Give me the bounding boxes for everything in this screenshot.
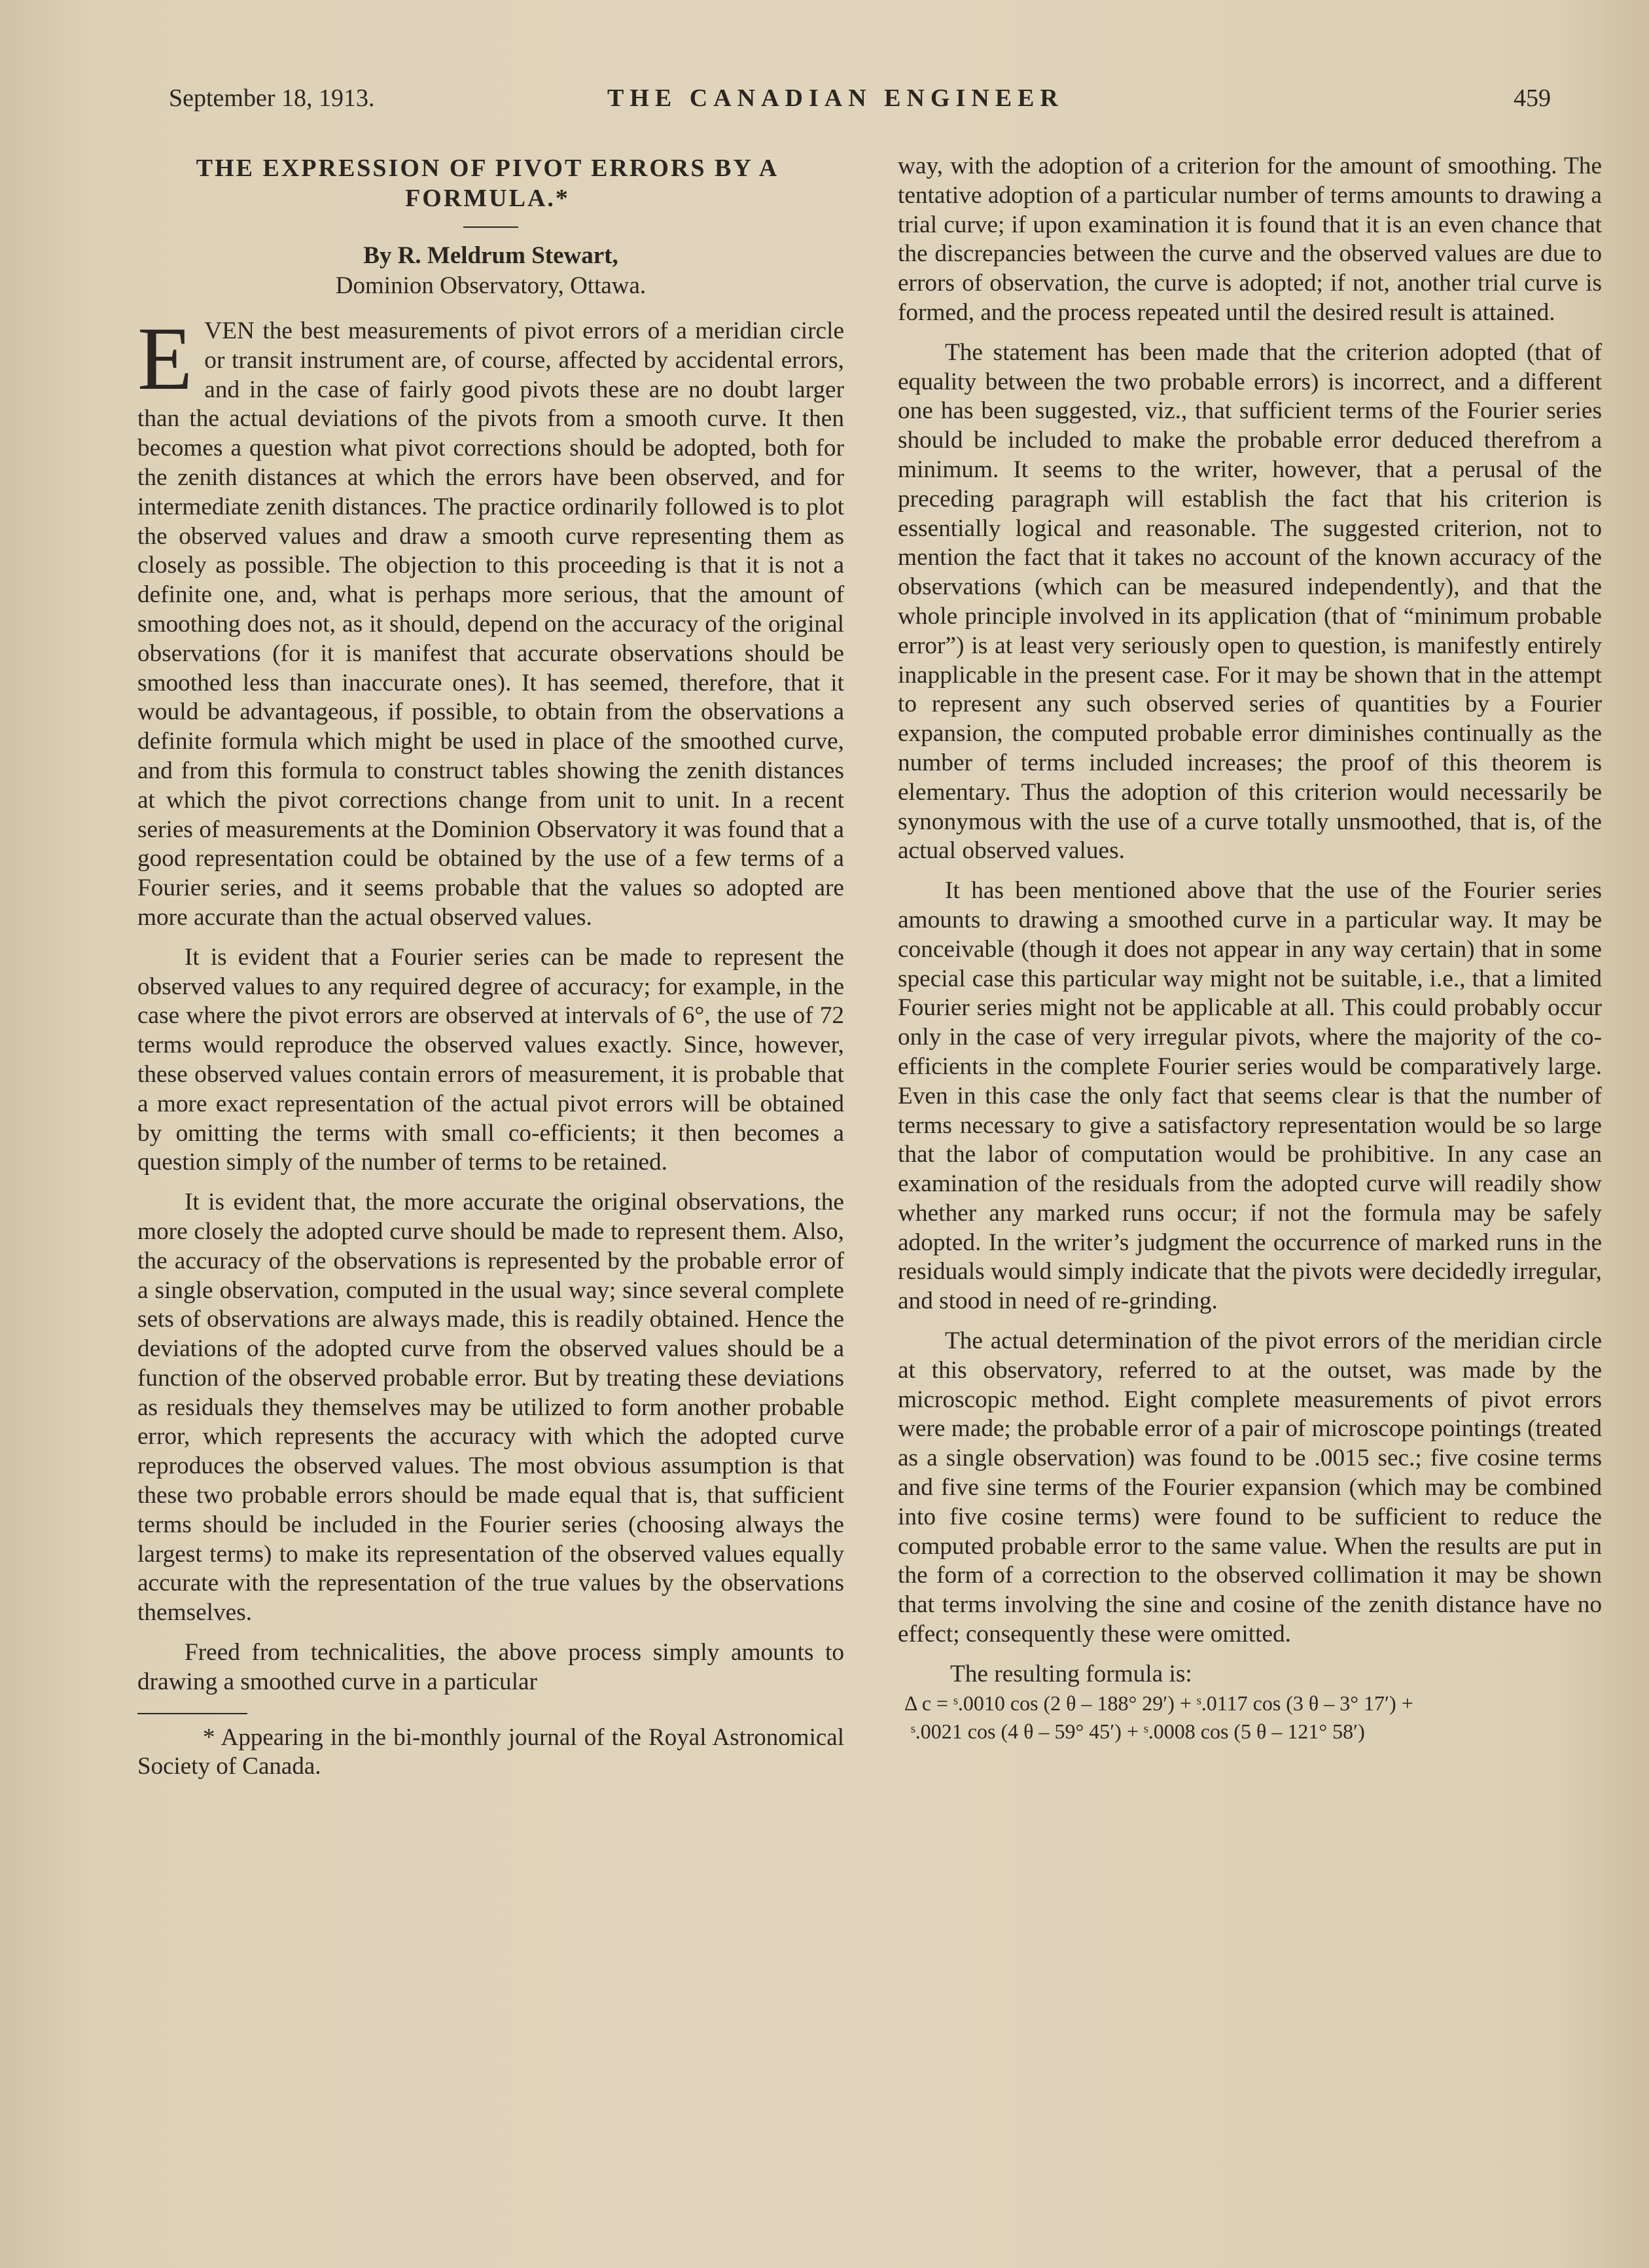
paragraph-2: It is evident that a Fourier series can be made to represent the observed values to any required degree of accuracy; for example, in the case where the pivot errors are observed at intervals of 6°, the use of 72 terms would reproduce the observed values exactly. Since, however, these observed values contain errors of measurement, it is probable that a more exact representation of the actual pivot errors will be obtained by omitting the terms with small co-efficients; it then becomes a question simply of the number of terms to be retained. <box>137 943 844 1176</box>
running-header <box>169 77 1551 117</box>
paragraph-1-text: VEN the best measurements of pivot errors of a meridian circle or transit instrument are, of course, affected by accidental errors, and in the case of fairly good pivots these are no doubt larger than the actual deviations of the pivots from a smooth curve. It then becomes a question what pivot corrections should be adopted, both for the zenith distances at which the errors have been observed, and for intermediate zenith distances. The practice ordinarily followed is to plot the observed values and draw a smooth curve representing them as closely as possible. The objection to this proceeding is that it is not a definite one, and, what is perhaps more serious, that the amount of smoothing does not, as it should, depend on the accuracy of the original observations (for it is manifest that accurate observations should be smoothed less than inaccurate ones). It has seemed, therefore, that it would be advantageous, if possible, to obtain from the observations a definite formula which might be used in place of the smoothed curve, and from this formula to construct tables showing the zenith distances at which the pivot corrections change from unit to unit. In a recent series of measurements at the Dominion Observatory it was found that a good representation could be obtained by the use of a few terms of a Fourier series, and it seems probable that the values so adopted are more accurate than the actual observed values. <box>137 317 844 931</box>
article-title: THE EXPRESSION OF PIVOT ERRORS BY A FORMULA.* <box>196 154 779 212</box>
author-affiliation: Dominion Observatory, Ottawa. <box>335 272 647 299</box>
paragraph-1 <box>137 308 844 933</box>
paragraph-6: It has been mentioned above that the use of the Fourier series amounts to drawing a smoothed curve in a particular way. It may be conceivable (though it does not appear in any way certain) that in some special case this particular way might not be suitable, i.e., that a limited Fourier series might not be applicable at all. This could probably occur only in the case of very irregular pivots, where the majority of the co-efficients in the complete Fourier series would be comparatively large. Even in this case the only fact that seems clear is that the number of terms necessary to give a satisfactory representation would be so large that the labor of computation would be prohibitive. In any case an examination of the residuals from the adopted curve will readily show whether any marked runs occur; if not the formula may be safely adopted. In the writer’s judgment the occurrence of marked runs in the residuals would simply indicate that the pivots were decidedly irregular, and stood in need of re-grinding. <box>898 877 1602 1315</box>
title-rule <box>463 226 518 228</box>
paragraph-4-continued: way, with the adoption of a criterion for the amount of smoothing. The tentative adoption of a particular number of terms amounts to drawing a trial curve; if upon examination it is found that it is an even chance that the discrepancies between the curve and the observed values are due to errors of observation, the curve is adopted; if not, another trial curve is formed, and the process repeated until the desired result is attained. <box>898 153 1602 326</box>
paragraph-4-start: Freed from technicalities, the above process simply amounts to drawing a smoothed curve in a particular <box>137 1639 844 1695</box>
formula-line-1: Δ c = ˢ.0010 cos (2 θ – 188° 29′) + ˢ.0117 cos (3 θ – 3° 17′) + <box>904 1691 1413 1715</box>
formula-intro: The resulting formula is: <box>950 1660 1192 1687</box>
drop-cap: E <box>137 308 193 408</box>
footnote-rule <box>137 1713 247 1714</box>
author-byline: By R. Meldrum Stewart, <box>363 242 618 269</box>
footnote: * Appearing in the bi-monthly journal of the Royal Astronomical Society of Canada. <box>137 1723 844 1780</box>
paragraph-5: The statement has been made that the criterion adopted (that of equality between the two probable errors) is incorrect, and a different one has been suggested, viz., that sufficient terms of the Fourier series should be included to make the probable error deduced therefrom a minimum. It seems to the writer, however, that a perusal of the preceding paragraph will establish the fact that his criterion is essentially logical and reasonable. The suggested criterion, not to mention the fact that it takes no account of the known accuracy of the observations (which can be measured independently), and that the whole principle involved in its application (that of “minimum probable error”) is at least very seriously open to question, is manifestly entirely inapplicable in the present case. For it may be shown that in the attempt to represent any such observed series of quantities by a Fourier expansion, the computed probable error diminishes continually as the number of terms included increases; the proof of this theorem is elementary. Thus the adoption of this criterion would necessarily be synonymous with the use of a curve totally unsmoothed, that is, of the actual observed values. <box>898 338 1602 865</box>
paragraph-7: The actual determination of the pivot errors of the meridian circle at this observatory, referred to at the outset, was made by the microscopic method. Eight complete measurements of pivot errors were made; the probable error of a pair of microscope pointings (treated as a single observation) was found to be .0015 sec.; five cosine terms and five sine terms of the Fourier expansion (which may be combined into five cosine terms) were found to be sufficient to reduce the computed probable error to the same value. When the results are put in the form of a correction to the observed collimation it may be shown that terms involving the sine and cosine of the zenith distance have no effect; consequently these were omitted. <box>898 1327 1602 1648</box>
right-column <box>898 152 1602 1746</box>
page-number: 459 <box>1514 84 1551 112</box>
issue-date: September 18, 1913. <box>169 84 375 112</box>
left-column <box>137 152 844 1781</box>
journal-name: THE CANADIAN ENGINEER <box>607 84 1064 112</box>
formula-line-2: ˢ.0021 cos (4 θ – 59° 45′) + ˢ.0008 cos (5 θ – 121° 58′) <box>911 1719 1365 1743</box>
paragraph-3: It is evident that, the more accurate the original observations, the more closely the adopted curve should be made to represent them. Also, the accuracy of the observations is represented by the probable error of a single observation, computed in the usual way; since several complete sets of observations are always made, this is readily obtained. Hence the deviations of the adopted curve from the observed values should be a function of the observed probable error. But by treating these deviations as residuals they themselves may be utilized to form another probable error, which represents the accuracy with which the adopted curve reproduces the observed values. The most obvious assumption is that these two probable errors should be made equal that is, that sufficient terms should be included in the Fourier series (choosing always the largest terms) to make its representation of the observed values equally accurate with the representation of the true values by the observations themselves. <box>137 1189 844 1627</box>
